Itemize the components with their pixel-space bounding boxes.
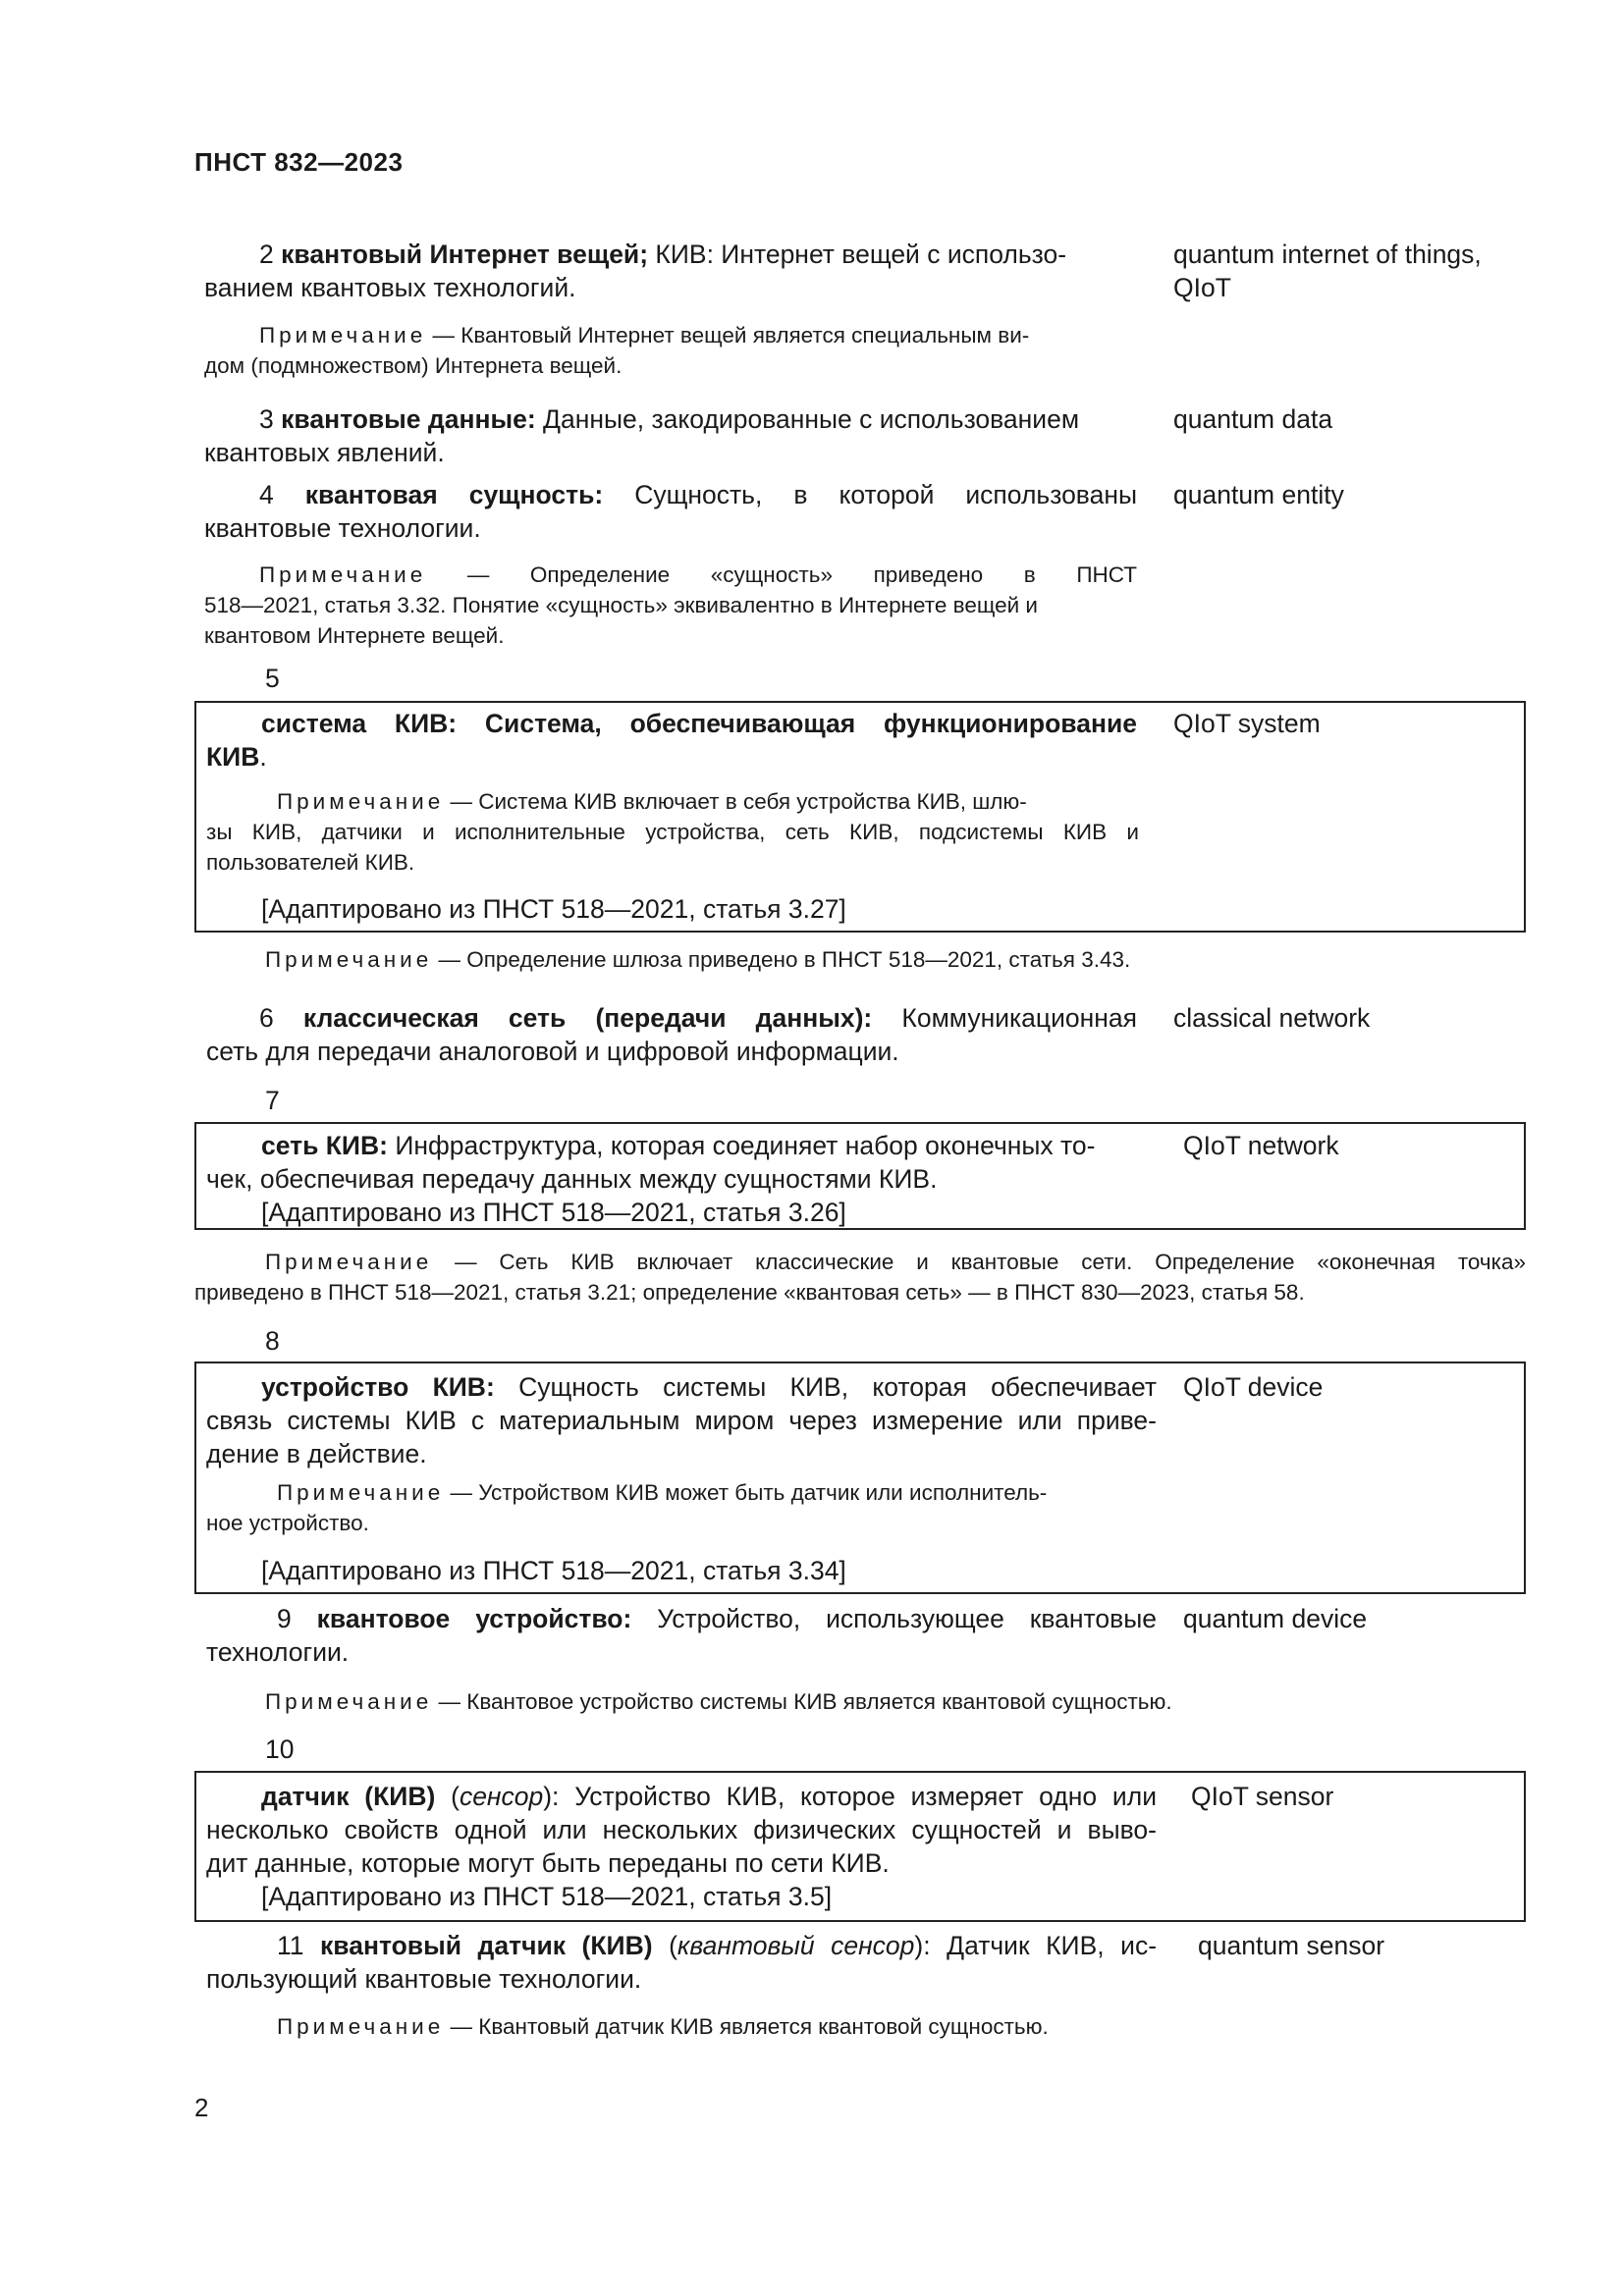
term-name: сеть КИВ:	[261, 1131, 388, 1160]
term-synonym: сенсор	[459, 1782, 544, 1811]
entry-number: 3	[259, 404, 274, 434]
english-term-6: classical network	[1173, 1003, 1371, 1033]
note-text: — Квантовый датчик КИВ является квантовой сущностью.	[444, 2014, 1049, 2039]
note-label: Примечание	[277, 1480, 445, 1505]
english-term-2	[1173, 238, 1527, 304]
term-definition: Сущность системы КИВ, которая обеспечивает	[494, 1372, 1158, 1402]
source-7: [Адаптировано из ПНСТ 518—2021, статья 3.26]	[261, 1198, 846, 1227]
term-definition-cont: сеть для передачи аналоговой и цифровой информации.	[206, 1037, 899, 1066]
english-term-7: QIoT network	[1183, 1131, 1339, 1160]
term-entry-9	[206, 1602, 1157, 1669]
note-2	[204, 320, 1137, 381]
english-term-3: quantum data	[1173, 404, 1333, 434]
term-name: квантовая сущность:	[304, 480, 604, 509]
note-label: Примечание	[277, 2014, 445, 2039]
term-synonym: квантовый сенсор	[677, 1931, 915, 1960]
note-text: — Квантовое устройство системы КИВ является квантовой сущностью.	[432, 1689, 1172, 1714]
note-text-cont: дом (подмножеством) Интернета вещей.	[204, 353, 623, 378]
term-definition: ): Устройство КИВ, которое измеряет одно или	[543, 1782, 1157, 1811]
term-definition-cont: чек, обеспечивая передачу данных между сущностями КИВ.	[206, 1164, 938, 1194]
source-10: [Адаптировано из ПНСТ 518—2021, статья 3.5]	[261, 1882, 833, 1911]
source-8: [Адаптировано из ПНСТ 518—2021, статья 3.34]	[261, 1556, 846, 1585]
entry-number-10: 10	[265, 1735, 295, 1764]
entry-number-8: 8	[265, 1326, 280, 1356]
term-definition-cont: технологии.	[206, 1637, 350, 1667]
note-text: — Система КИВ включает в себя устройства КИВ, шлю-	[444, 789, 1027, 814]
english-term-8: QIoT device	[1183, 1372, 1324, 1402]
entry-number-5: 5	[265, 664, 280, 693]
term-entry-10: датчик (КИВ) (сенсор): Устройство КИВ, которое измеряет одно или несколько свойств одной или нескольких физических сущностей и выво- дит данные, которые могут быть переданы по сети КИВ. [Адаптировано из ПНСТ 518—2021, статья 3.5]	[206, 1782, 1157, 1911]
note-5	[206, 786, 1139, 878]
term-entry-4	[204, 478, 1137, 545]
term-entry-2	[204, 238, 1137, 304]
note-label: Примечание	[277, 789, 445, 814]
english-term-11: quantum sensor	[1198, 1931, 1385, 1960]
term-definition: Система, обеспечивающая функционирование	[457, 709, 1137, 738]
note-text-cont: зы КИВ, датчики и исполнительные устройства, сеть КИВ, подсистемы КИВ и	[206, 820, 1139, 844]
english-term-4: quantum entity	[1173, 480, 1344, 509]
term-name: квантовый датчик (КИВ)	[320, 1931, 653, 1960]
source-5: [Адаптировано из ПНСТ 518—2021, статья 3.27]	[261, 894, 846, 924]
term-name: устройство КИВ:	[261, 1372, 495, 1402]
note-label: Примечание	[265, 1689, 433, 1714]
page-number: 2	[194, 2093, 209, 2122]
english-term-abbr: QIoT	[1173, 273, 1231, 302]
entry-number: 9	[277, 1604, 292, 1633]
note-4	[204, 560, 1137, 651]
note-text: — Определение шлюза приведено в ПНСТ 518—2021, статья 3.43.	[432, 947, 1131, 972]
term-definition-cont: ванием квантовых технологий.	[204, 273, 576, 302]
note-label: Примечание	[259, 562, 427, 587]
term-definition: Данные, закодированные с использованием	[535, 404, 1080, 434]
note-text-cont: квантовом Интернете вещей.	[204, 623, 505, 648]
note-text-cont: приведено в ПНСТ 518—2021, статья 3.21; определение «квантовая сеть» — в ПНСТ 830—2023, статья 58.	[194, 1280, 1305, 1305]
note-label: Примечание	[265, 1250, 433, 1274]
term-name: классическая сеть (передачи данных):	[302, 1003, 873, 1033]
document-header: ПНСТ 832—2023	[194, 147, 404, 177]
term-name: датчик (КИВ)	[261, 1782, 436, 1811]
term-entry-5	[206, 707, 1137, 774]
term-definition: Сущность, в которой использованы	[603, 480, 1138, 509]
term-definition-cont: квантовые технологии.	[204, 513, 481, 543]
term-definition-cont: связь системы КИВ с материальным миром через измерение или приве-	[206, 1406, 1157, 1435]
term-definition-cont: пользующий квантовые технологии.	[206, 1964, 642, 1994]
term-definition: Коммуникационная	[872, 1003, 1137, 1033]
note-text-cont: пользователей КИВ.	[206, 850, 415, 875]
term-name: квантовые данные:	[281, 404, 536, 434]
note-label: Примечание	[265, 947, 433, 972]
english-term-9: quantum device	[1183, 1604, 1368, 1633]
term-definition-cont: дит данные, которые могут быть переданы по сети КИВ.	[206, 1848, 890, 1878]
note-text: — Сеть КИВ включает классические и квантовые сети. Определение «оконечная точка»	[432, 1250, 1526, 1274]
entry-number: 2	[259, 240, 274, 269]
note-9	[265, 1686, 1443, 1717]
note-11	[277, 2011, 1455, 2042]
note-text-cont: ное устройство.	[206, 1511, 369, 1535]
english-term: quantum internet of things,	[1173, 240, 1482, 269]
entry-number-7: 7	[265, 1086, 280, 1115]
term-definition: ): Датчик КИВ, ис-	[914, 1931, 1158, 1960]
note-text: — Определение «сущность» приведено в ПНСТ	[426, 562, 1137, 587]
term-name: квантовый Интернет вещей;	[281, 240, 649, 269]
term-entry-11: 11 квантовый датчик (КИВ) (квантовый сенсор): Датчик КИВ, ис- пользующий квантовые технологии.	[206, 1931, 1158, 1994]
english-term-10: QIoT sensor	[1191, 1782, 1334, 1811]
term-entry-3	[204, 402, 1137, 469]
after-note-5	[265, 944, 1443, 975]
term-entry-8	[206, 1370, 1157, 1470]
term-name: система КИВ:	[261, 709, 458, 738]
term-definition-cont: дение в действие.	[206, 1439, 427, 1468]
note-text: — Устройством КИВ может быть датчик или исполнитель-	[444, 1480, 1048, 1505]
term-definition-cont: квантовых явлений.	[204, 438, 445, 467]
term-definition-cont: КИВ	[206, 742, 260, 772]
term-entry-7	[206, 1129, 1157, 1229]
term-definition-cont: несколько свойств одной или нескольких физических сущностей и выво-	[206, 1815, 1157, 1844]
entry-number: 4	[259, 480, 274, 509]
note-8	[206, 1477, 1157, 1538]
note-text: — Квантовый Интернет вещей является специальным ви-	[426, 323, 1030, 347]
note-text-cont: 518—2021, статья 3.32. Понятие «сущность» эквивалентно в Интернете вещей и	[204, 593, 1039, 617]
term-definition: Инфраструктура, которая соединяет набор оконечных то-	[387, 1131, 1096, 1160]
term-definition: КИВ: Интернет вещей с использо-	[648, 240, 1067, 269]
term-name: квантовое устройство:	[316, 1604, 632, 1633]
entry-number: 11	[277, 1931, 304, 1960]
after-note-7	[194, 1247, 1526, 1308]
note-label: Примечание	[259, 323, 427, 347]
term-definition: Устройство, использующее квантовые	[631, 1604, 1157, 1633]
term-definition-end: .	[259, 742, 267, 772]
entry-number: 6	[259, 1003, 274, 1033]
term-entry-6	[206, 1001, 1137, 1068]
english-term-5: QIoT system	[1173, 709, 1321, 738]
